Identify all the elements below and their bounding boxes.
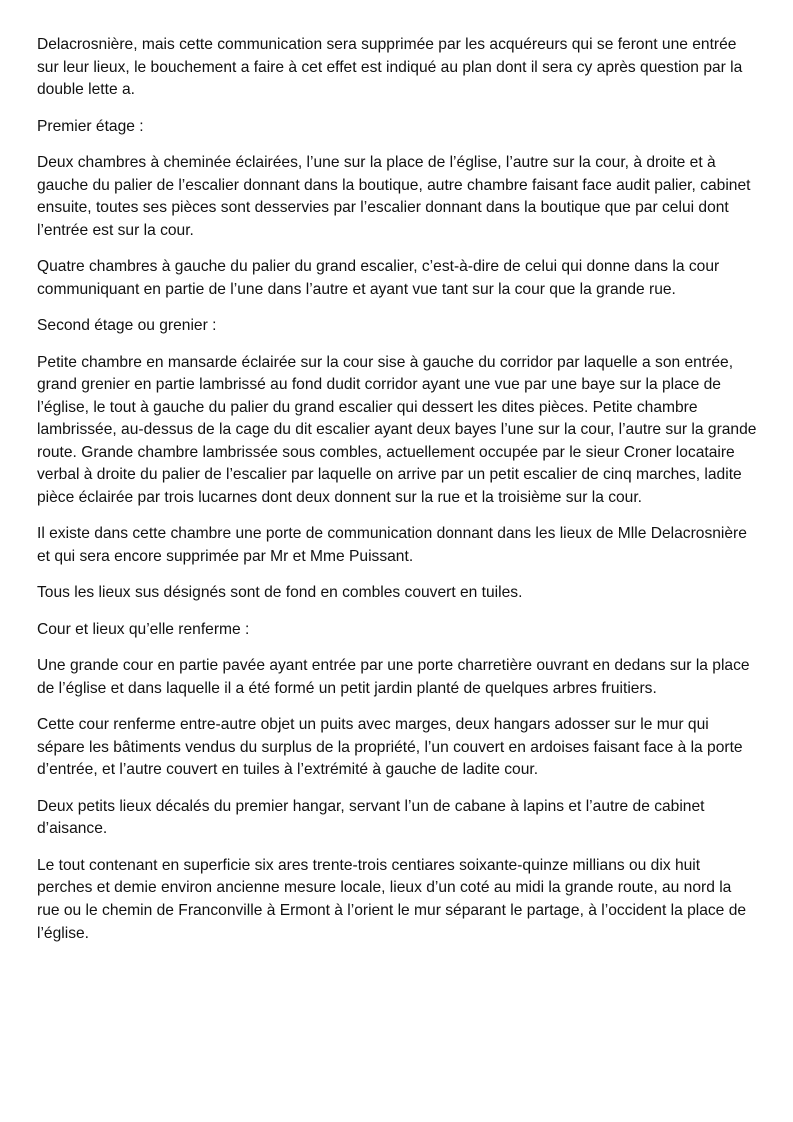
paragraph-cour-contenu: Cette cour renferme entre-autre objet un puits avec marges, deux hangars adosser sur le mur qui sépare les bâtiments vendus du surplus de la propriété, l’un couvert en ardoises faisant face à la porte d’entrée, et l’autre couvert en tuiles à l’extrémité à gauche de ladite cour. — [37, 716, 743, 779]
paragraph-quatre-chambres: Quatre chambres à gauche du palier du grand escalier, c’est-à-dire de celui qui donne dans la cour communiquant en partie de l’une dans l’autre et ayant vue tant sur la cour que la grande rue. — [37, 258, 720, 298]
document-page — [37, 34, 757, 959]
paragraph-second-etage-description: Petite chambre en mansarde éclairée sur la cour sise à gauche du corridor par laquelle a son entrée, grand grenier en partie lambrissé au fond dudit corridor ayant une vue par une baye sur la place de l’église, le tout à gauche du palier du grand escalier qui dessert les dites pièces. Petite chambre lambrissée, au-dessus de la cage du dit escalier ayant deux bayes l’une sur la cour, l’autre sur la grande route. Grande chambre lambrissée sous combles, actuellement occupée par le sieur Croner locataire verbal à droite du palier de l’escalier par laquelle on arrive par un petit escalier de cinq marches, ladite pièce éclairée par trois lucarnes dont deux donnent sur la rue et la troisième sur la cour. — [37, 353, 757, 507]
paragraph-grande-cour: Une grande cour en partie pavée ayant entrée par une porte charretière ouvrant en dedans sur la place de l’église et dans laquelle il a été formé un petit jardin planté de quelques arbres fruitiers. — [37, 657, 750, 697]
paragraph-continuation: Delacrosnière, mais cette communication sera supprimée par les acquéreurs qui se feront une entrée sur leur lieux, le bouchement a faire à cet effet est indiqué au plan dont il sera cy après question par la double lette a. — [37, 36, 743, 99]
paragraph-porte-communication: Il existe dans cette chambre une porte de communication donnant dans les lieux de Mlle Delacrosnière et qui sera encore supprimée par Mr et Mme Puissant. — [37, 525, 747, 566]
heading-premier-etage: Premier étage : — [37, 117, 144, 135]
paragraph-premier-etage-chambres: Deux chambres à cheminée éclairées, l’une sur la place de l’église, l’autre sur la cour, à droite et à gauche du palier de l’escalier donnant dans la boutique, autre chambre faisant face audit palier, cabinet ensuite, toutes ses pièces sont desservies par l’escalier donnant dans la boutique que par celui dont l’entrée est sur la cour. — [37, 153, 751, 239]
paragraph-superficie: Le tout contenant en superficie six ares trente-trois centiares soixante-quinze millians ou dix huit perches et demie environ ancienne mesure locale, lieux d’un coté au midi la grande route, au nord la rue ou le chemin de Franconville à Ermont à l’orient le mur séparant le partage, à l’occident la place de l’église. — [37, 856, 747, 942]
heading-cour: Cour et lieux qu’elle renferme : — [37, 620, 250, 638]
paragraph-petits-lieux: Deux petits lieux décalés du premier hangar, servant l’un de cabane à lapins et l’autre de cabinet d’aisance. — [37, 797, 705, 838]
paragraph-couverture: Tous les lieux sus désignés sont de fond en combles couvert en tuiles. — [37, 584, 523, 602]
heading-second-etage: Second étage ou grenier : — [37, 317, 217, 335]
